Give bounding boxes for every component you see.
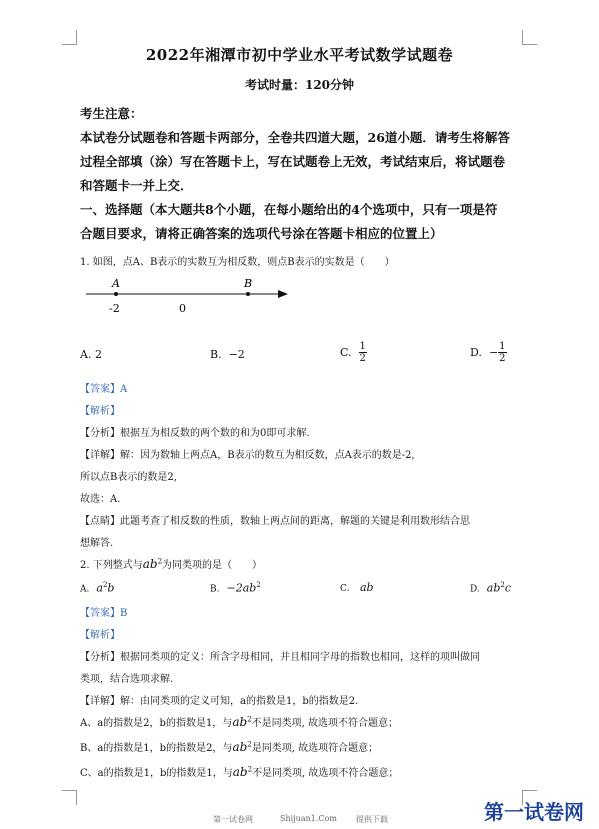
q2-option-a: A. $a^2b$ — [80, 581, 115, 595]
document-title: 2022年湘潭市初中学业水平考试数学试题卷 — [145, 46, 454, 64]
q1-answer: 【答案】A — [80, 384, 128, 395]
notice-line: 本试卷分试题卷和答题卡两部分，全卷共四道大题，26道小题．请考生将解答 — [80, 130, 510, 145]
crop-mark-top-right — [522, 30, 537, 45]
q1-analysis-tag: 【解析】 — [80, 406, 120, 417]
q1-line: 【详解】解：因为数轴上两点A，B表示的数互为相反数，点A表示的数是-2, — [80, 450, 415, 461]
q1-option-b: B. −2 — [210, 348, 245, 361]
q2-line: 类项，结合选项求解. — [80, 674, 174, 685]
q2-item-c: C、a的指数是1，b的指数是1，与$ab^2$不是同类项, 故选项不符合题意； — [80, 765, 399, 779]
section-heading: 一、选择题（本大题共8个小题，在每小题给出的4个选项中，只有一项是符 — [80, 202, 498, 217]
q1-option-a: A. 2 — [80, 348, 102, 361]
fraction: $\frac{1}{2}$ — [499, 341, 506, 364]
q2-line: 【分析】根据同类项的定义：所含字母相同，并且相同字母的指数也相同，这样的项叫做同 — [80, 652, 480, 663]
notice-line: 过程全部填（涂）写在答题卡上，写在试题卷上无效，考试结束后，将试题卷 — [80, 154, 506, 169]
number-line-figure — [80, 272, 300, 322]
q2-analysis-tag: 【解析】 — [80, 630, 120, 641]
tick-label-zero: 0 — [179, 302, 186, 315]
question-2-stem: 2. 下列整式与$ab^2$为同类项的是（ ） — [80, 557, 263, 571]
q2-item-b: B、a的指数是1，b的指数是2，与$ab^2$是同类项, 故选项符合题意； — [80, 740, 379, 754]
point-a-label: A — [112, 277, 120, 290]
footer-site: Shijuan1.Com — [280, 814, 337, 823]
fraction: $\frac{1}{2}$ — [359, 341, 366, 364]
point-b-label: B — [244, 277, 253, 290]
q1-line: 【分析】根据互为相反数的两个数的和为0即可求解. — [80, 428, 310, 439]
notice-heading: 考生注意： — [80, 106, 143, 121]
footer-left: 第一试卷网 — [213, 815, 253, 824]
crop-mark-top-left — [62, 30, 77, 45]
tick-label-minus-2: -2 — [109, 302, 120, 315]
q1-option-c: C. $\frac{1}{2}$ — [340, 341, 366, 364]
q1-line: 故选：A. — [80, 494, 121, 505]
crop-mark-bottom-left — [62, 790, 77, 805]
q1-option-d: D. − $\frac{1}{2}$ — [470, 341, 506, 364]
point-b-dot — [246, 292, 250, 296]
q2-line: 【详解】解：由同类项的定义可知，a的指数是1，b的指数是2. — [80, 696, 359, 707]
q2-option-b: B. $-2ab^2$ — [210, 581, 261, 595]
q2-option-c: C. ab — [340, 581, 374, 594]
q1-line: 所以点B表示的数是2, — [80, 472, 177, 483]
section-heading: 合题目要求，请将正确答案的选项代号涂在答题卡相应的位置上） — [80, 226, 443, 241]
notice-line: 和答题卡一并上交． — [80, 178, 193, 193]
q2-answer: 【答案】B — [80, 608, 128, 619]
q1-line: 想解答. — [80, 538, 114, 549]
question-1-stem: 1. 如图，点A、B表示的实数互为相反数，则点B表示的实数是（ ） — [80, 257, 395, 268]
q1-line: 【点睛】此题考查了相反数的性质，数轴上两点间的距离，解题的关键是利用数形结合思 — [80, 516, 470, 527]
q2-item-a: A、a的指数是2，b的指数是1，与$ab^2$不是同类项, 故选项不符合题意； — [80, 715, 398, 729]
brand-logo: 第一试卷网 — [484, 800, 584, 824]
exam-duration: 考试时量：120分钟 — [244, 78, 355, 92]
q2-option-d: D. $ab^2c$ — [470, 581, 512, 595]
point-a-dot — [114, 292, 118, 296]
number-line-arrow — [278, 290, 288, 298]
footer-right: 提供下载 — [356, 815, 388, 824]
